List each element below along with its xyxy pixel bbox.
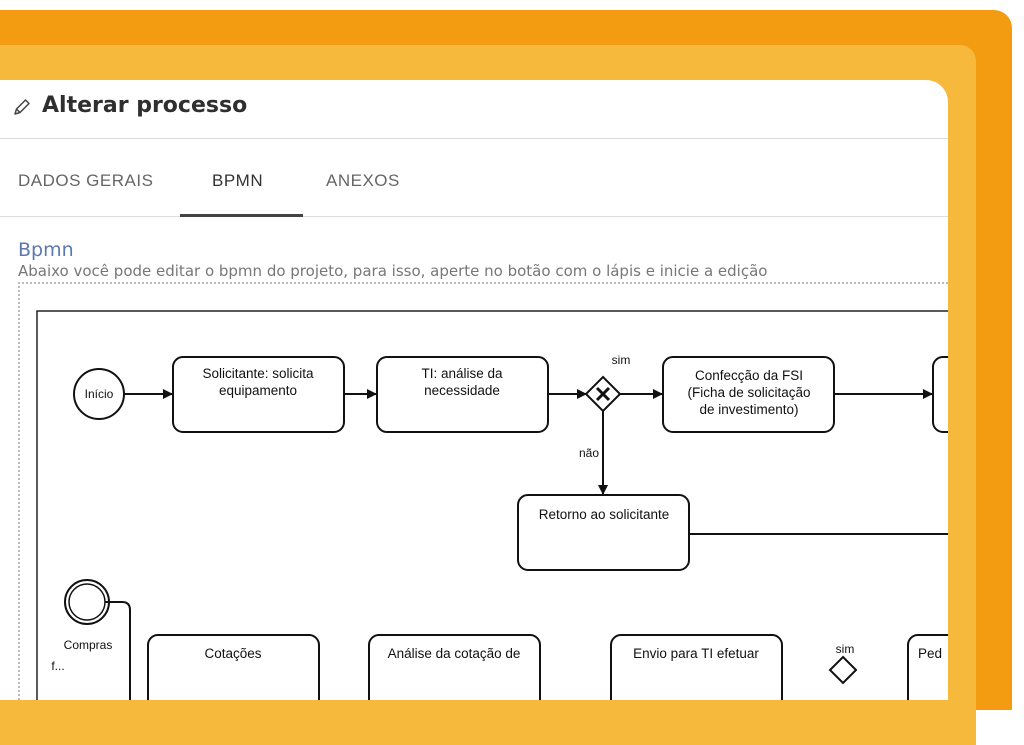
task-cotacoes[interactable]	[148, 635, 319, 700]
svg-text:TI: análise da: TI: análise da	[421, 366, 503, 381]
bpmn-diagram[interactable]	[0, 80, 948, 700]
task-retorno-solicitante[interactable]	[518, 495, 689, 570]
svg-text:Retorno ao solicitante: Retorno ao solicitante	[538, 507, 670, 522]
svg-text:de investimento): de investimento)	[699, 402, 799, 417]
section-title: Bpmn	[18, 239, 74, 261]
svg-text:Análise da cotação de: Análise da cotação de	[387, 646, 521, 661]
label-nao: não	[578, 446, 600, 460]
label-compras-cut: f...	[51, 659, 65, 673]
svg-text:Confecção da FSI: Confecção da FSI	[694, 368, 804, 383]
task-confeccao-fsi[interactable]	[663, 357, 834, 432]
section-description: Abaixo você pode editar o bpmn do projeto, para isso, aperte no botão com o lápis e inicie a edição	[18, 262, 768, 280]
svg-text:Ped: Ped	[918, 646, 943, 661]
svg-text:equipamento: equipamento	[218, 383, 298, 398]
svg-text:necessidade: necessidade	[424, 383, 500, 398]
task-analise-cotacao[interactable]	[369, 635, 540, 700]
svg-text:Solicitante: solicita: Solicitante: solicita	[202, 366, 314, 381]
task-next-cut[interactable]	[933, 357, 948, 432]
task-solicitante[interactable]	[173, 357, 344, 432]
svg-text:Cotações: Cotações	[204, 646, 262, 661]
label-compras: Compras	[63, 638, 113, 652]
svg-text:Início: Início	[84, 387, 114, 401]
label-sim-2: sim	[835, 642, 855, 656]
svg-text:Envio para TI efetuar: Envio para TI efetuar	[633, 646, 759, 661]
start-event-compras[interactable]	[65, 580, 109, 624]
label-sim: sim	[611, 353, 631, 367]
process-panel	[0, 80, 948, 700]
exclusive-gateway[interactable]	[586, 377, 620, 411]
task-pedido-cut[interactable]	[908, 635, 948, 700]
tab-bpmn[interactable]: BPMN	[212, 171, 264, 190]
task-ti-analise[interactable]	[377, 357, 548, 432]
tab-dados-gerais[interactable]: DADOS GERAIS	[18, 171, 154, 190]
start-event[interactable]	[74, 369, 124, 419]
task-envio-ti[interactable]	[611, 635, 782, 700]
page-title: Alterar processo	[42, 93, 248, 118]
tab-anexos[interactable]: ANEXOS	[326, 171, 400, 190]
svg-text:(Ficha de solicitação: (Ficha de solicitação	[687, 385, 811, 400]
exclusive-gateway-2[interactable]	[830, 657, 856, 683]
